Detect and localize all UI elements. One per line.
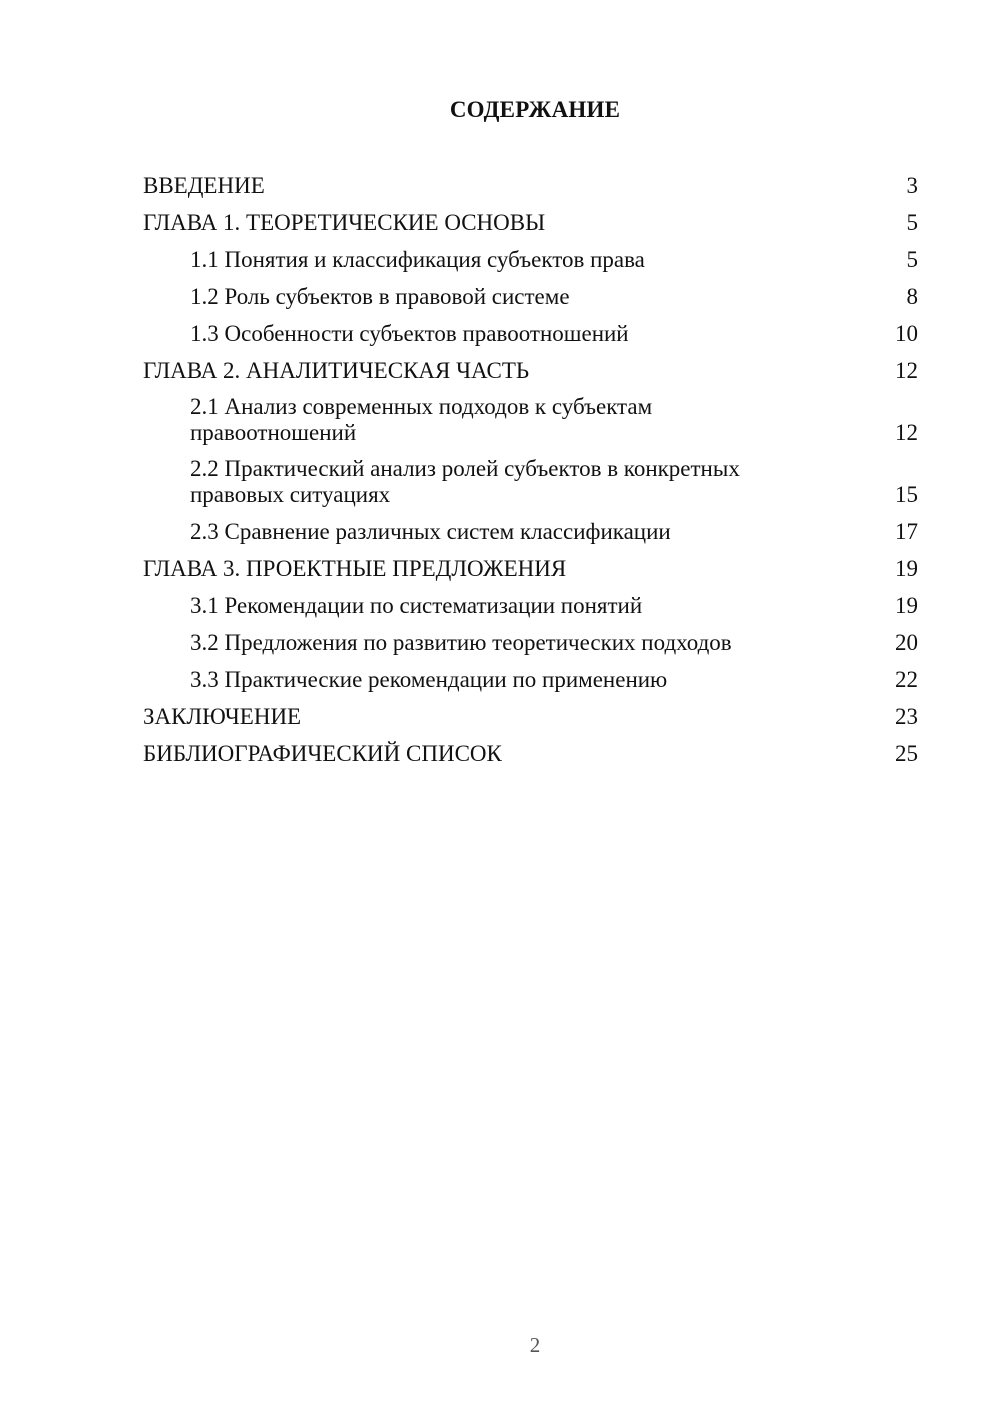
toc-entry-2-1 xyxy=(143,390,918,452)
toc-entry-page: 5 xyxy=(906,247,918,272)
toc-entry-1-1 xyxy=(143,242,918,279)
toc-entry-3-1 xyxy=(143,588,918,625)
toc-entry-text: 2.2 Практический анализ ролей субъектов в конкретных правовых ситуациях xyxy=(190,456,740,507)
page-number: 2 xyxy=(529,1333,541,1357)
toc-entry-text: ГЛАВА 3. ПРОЕКТНЫЕ ПРЕДЛОЖЕНИЯ xyxy=(143,556,567,581)
toc-entry-introduction xyxy=(143,168,918,205)
toc-entry-page: 12 xyxy=(895,358,918,383)
toc-entry-page: 20 xyxy=(895,630,918,655)
toc-entry-page: 19 xyxy=(895,556,918,581)
toc-entry-text: 1.1 Понятия и классификация субъектов права xyxy=(190,247,645,272)
toc-entry-1-2 xyxy=(143,279,918,316)
toc-entry-page: 3 xyxy=(906,173,918,198)
toc-entry-text: 2.3 Сравнение различных систем классификации xyxy=(190,519,671,544)
toc-entry-page: 22 xyxy=(895,667,918,692)
toc-entry-bibliography xyxy=(143,736,918,773)
toc-entry-2-3 xyxy=(143,514,918,551)
toc-entry-page: 12 xyxy=(895,420,918,445)
toc-entry-text: ВВЕДЕНИЕ xyxy=(143,173,265,198)
toc-entry-page: 19 xyxy=(895,593,918,618)
toc-title: СОДЕРЖАНИЕ xyxy=(449,97,621,122)
toc-entry-page: 25 xyxy=(895,741,918,766)
toc-entry-page: 8 xyxy=(906,284,918,309)
toc-entry-text: 3.2 Предложения по развитию теоретических подходов xyxy=(190,630,732,655)
toc-entry-conclusion xyxy=(143,699,918,736)
toc-entry-text: 3.1 Рекомендации по систематизации понятий xyxy=(190,593,643,618)
toc-list xyxy=(143,168,918,773)
toc-entry-text: 3.3 Практические рекомендации по применению xyxy=(190,667,668,692)
toc-entry-text: ЗАКЛЮЧЕНИЕ xyxy=(143,704,302,729)
toc-entry-chapter-3 xyxy=(143,551,918,588)
toc-entry-text: 2.1 Анализ современных подходов к субъектам правоотношений xyxy=(190,394,653,445)
toc-entry-page: 23 xyxy=(895,704,918,729)
toc-entry-page: 5 xyxy=(906,210,918,235)
toc-entry-text: ГЛАВА 2. АНАЛИТИЧЕСКАЯ ЧАСТЬ xyxy=(143,358,530,383)
toc-entry-text: БИБЛИОГРАФИЧЕСКИЙ СПИСОК xyxy=(143,741,502,766)
toc-entry-3-2 xyxy=(143,625,918,662)
toc-entry-1-3 xyxy=(143,316,918,353)
toc-entry-text: ГЛАВА 1. ТЕОРЕТИЧЕСКИЕ ОСНОВЫ xyxy=(143,210,546,235)
toc-entry-chapter-1 xyxy=(143,205,918,242)
toc-entry-page: 17 xyxy=(895,519,918,544)
toc-entry-chapter-2 xyxy=(143,353,918,390)
toc-entry-page: 10 xyxy=(895,321,918,346)
toc-entry-text: 1.3 Особенности субъектов правоотношений xyxy=(190,321,629,346)
toc-entry-text: 1.2 Роль субъектов в правовой системе xyxy=(190,284,570,309)
toc-entry-page: 15 xyxy=(895,482,918,507)
toc-entry-2-2 xyxy=(143,452,918,514)
toc-entry-3-3 xyxy=(143,662,918,699)
